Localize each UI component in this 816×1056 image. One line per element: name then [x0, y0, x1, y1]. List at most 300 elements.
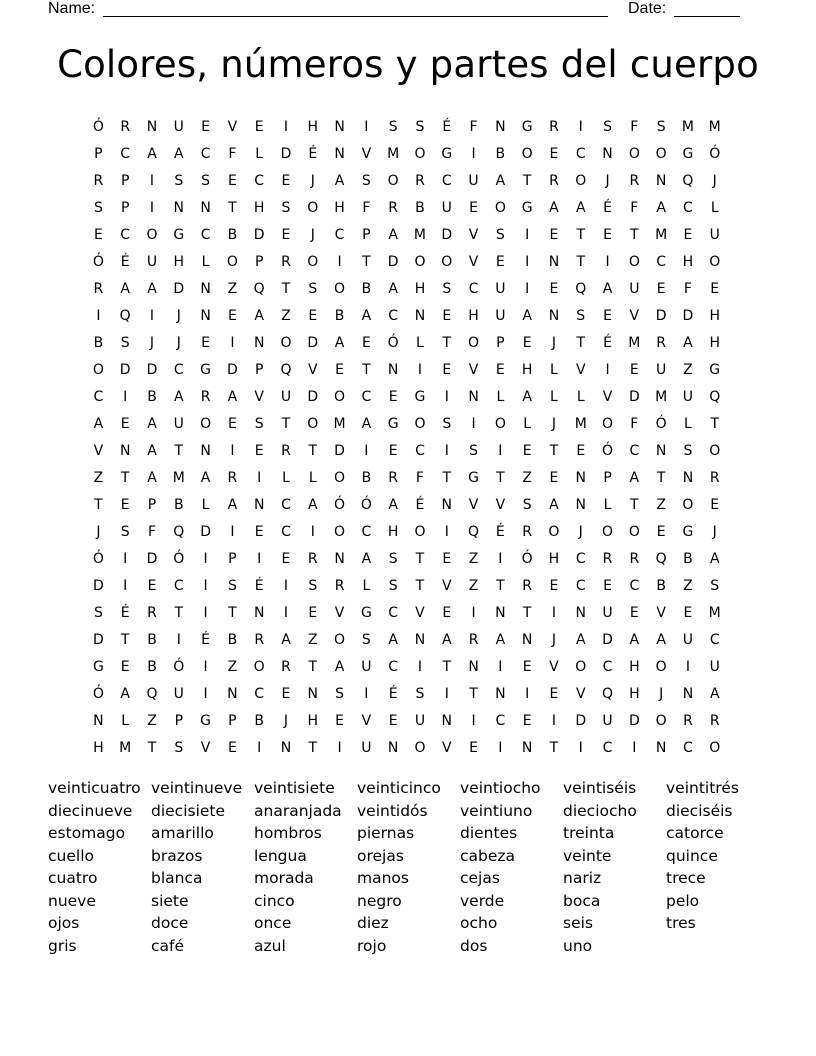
grid-letter: L	[308, 469, 317, 486]
grid-letter: E	[281, 172, 291, 189]
grid-letter: Z	[468, 577, 479, 594]
grid-letter: S	[710, 577, 720, 594]
grid-letter: G	[682, 145, 694, 162]
grid-letter: A	[522, 307, 532, 324]
grid-letter: E	[120, 658, 130, 675]
grid-letter: Ó	[92, 118, 104, 135]
grid-letter: T	[496, 577, 505, 594]
grid-letter: S	[281, 199, 291, 216]
grid-letter: C	[683, 199, 693, 216]
grid-letter: E	[254, 118, 264, 135]
grid-letter: L	[255, 145, 264, 162]
grid-letter: O	[334, 388, 346, 405]
grid-letter: I	[605, 361, 610, 378]
name-blank-line[interactable]	[103, 16, 608, 17]
grid-letter: S	[361, 172, 371, 189]
grid-letter: I	[471, 415, 476, 432]
grid-letter: N	[655, 172, 667, 189]
grid-letter: D	[682, 307, 694, 324]
grid-letter: O	[414, 415, 426, 432]
grid-letter: A	[147, 442, 157, 459]
word-list-item: diecinueve	[48, 801, 133, 820]
grid-letter: A	[147, 415, 157, 432]
grid-letter: H	[629, 658, 640, 675]
grid-letter: A	[388, 280, 398, 297]
grid-letter: L	[121, 712, 130, 729]
grid-letter: C	[281, 523, 291, 540]
grid-letter: C	[334, 226, 345, 243]
grid-letter: V	[575, 685, 586, 702]
grid-letter: N	[200, 442, 211, 459]
grid-letter: N	[548, 253, 560, 270]
grid-letter: F	[362, 199, 371, 216]
grid-letter: A	[388, 226, 398, 243]
grid-letter: L	[603, 496, 612, 513]
grid-letter: T	[442, 658, 452, 675]
grid-letter: I	[605, 253, 610, 270]
grid-letter: N	[280, 739, 292, 756]
grid-letter: Ó	[92, 685, 104, 702]
grid-letter: E	[227, 415, 237, 432]
grid-letter: L	[710, 199, 719, 216]
grid-letter: O	[628, 253, 640, 270]
grid-letter: S	[254, 415, 264, 432]
grid-letter: V	[361, 712, 372, 729]
word-list	[48, 779, 769, 959]
grid-letter: I	[551, 712, 557, 729]
grid-letter: M	[413, 226, 426, 243]
grid-letter: Q	[682, 172, 694, 189]
word-list-item: dientes	[460, 824, 518, 842]
grid-letter: P	[94, 145, 103, 162]
grid-letter: E	[629, 361, 639, 378]
grid-letter: Z	[307, 631, 318, 648]
grid-letter: J	[551, 334, 557, 351]
grid-letter: M	[708, 118, 721, 135]
grid-letter: N	[119, 442, 131, 459]
grid-letter: N	[521, 631, 533, 648]
grid-letter: E	[281, 550, 291, 567]
grid-letter: Ó	[602, 442, 614, 459]
grid-letter: E	[710, 496, 720, 513]
grid-letter: A	[495, 172, 506, 189]
grid-letter: B	[361, 469, 372, 486]
grid-letter: Q	[655, 550, 667, 567]
grid-letter: H	[334, 199, 345, 216]
grid-letter: S	[388, 577, 398, 594]
grid-letter: T	[656, 469, 666, 486]
word-list-item: azul	[254, 936, 286, 955]
grid-letter: S	[415, 685, 425, 702]
word-list-item: cuello	[48, 846, 94, 865]
grid-letter: U	[709, 226, 720, 243]
grid-letter: O	[709, 739, 721, 756]
grid-letter: E	[388, 388, 398, 405]
grid-letter: Q	[253, 280, 265, 297]
grid-letter: I	[337, 253, 342, 270]
grid-letter: G	[468, 469, 479, 486]
grid-letter: I	[123, 550, 128, 567]
grid-letter: U	[146, 253, 158, 270]
word-list-item: quince	[666, 846, 718, 865]
grid-letter: N	[414, 631, 426, 648]
grid-letter: B	[495, 145, 506, 162]
grid-letter: I	[498, 442, 503, 459]
grid-letter: C	[200, 226, 211, 243]
grid-letter: P	[120, 199, 130, 216]
grid-letter: I	[203, 550, 208, 567]
grid-letter: É	[603, 334, 612, 351]
grid-letter: L	[362, 577, 371, 594]
grid-letter: P	[228, 550, 237, 567]
grid-letter: O	[602, 415, 614, 432]
word-list-item: catorce	[666, 824, 724, 842]
grid-letter: D	[628, 388, 640, 405]
grid-letter: M	[628, 334, 641, 351]
grid-letter: P	[147, 496, 157, 513]
date-label: Date:	[628, 0, 667, 17]
grid-letter: U	[280, 388, 292, 405]
grid-letter: N	[548, 307, 560, 324]
grid-letter: Q	[602, 685, 614, 702]
word-list-item: pelo	[666, 891, 700, 910]
grid-letter: I	[176, 631, 181, 648]
grid-letter: I	[96, 307, 101, 324]
grid-letter: R	[522, 577, 533, 594]
grid-letter: D	[146, 550, 158, 567]
grid-letter: E	[549, 469, 559, 486]
grid-letter: C	[281, 496, 291, 513]
grid-letter: Q	[119, 307, 131, 324]
grid-letter: I	[203, 577, 208, 594]
grid-letter: N	[655, 442, 667, 459]
grid-letter: I	[310, 523, 315, 540]
grid-letter: Z	[656, 496, 666, 513]
grid-letter: E	[227, 739, 237, 756]
grid-letter: U	[173, 118, 184, 135]
grid-letter: S	[415, 118, 425, 135]
grid-letter: H	[709, 307, 720, 324]
grid-letter: E	[388, 442, 398, 459]
grid-letter: S	[388, 118, 398, 135]
word-list-item: trece	[666, 869, 706, 887]
grid-letter: C	[173, 361, 184, 378]
word-list-item: treinta	[563, 824, 615, 842]
grid-letter: E	[522, 658, 532, 675]
grid-letter: G	[709, 361, 721, 378]
grid-letter: O	[521, 145, 533, 162]
grid-letter: I	[203, 658, 208, 675]
word-list-item: veinticuatro	[48, 779, 141, 797]
grid-letter: V	[468, 226, 479, 243]
grid-letter: V	[495, 496, 506, 513]
grid-letter: Z	[227, 280, 238, 297]
grid-letter: Ó	[334, 496, 346, 513]
grid-letter: O	[334, 280, 346, 297]
grid-letter: N	[200, 307, 211, 324]
grid-letter: E	[576, 442, 586, 459]
word-list-item: dos	[460, 936, 488, 955]
grid-letter: C	[361, 388, 372, 405]
grid-letter: V	[468, 496, 479, 513]
grid-letter: S	[683, 442, 693, 459]
grid-letter: S	[227, 577, 237, 594]
word-list-item: diez	[357, 914, 389, 932]
grid-letter: B	[415, 199, 425, 216]
grid-letter: V	[200, 739, 211, 756]
grid-letter: N	[200, 280, 211, 297]
grid-letter: R	[334, 577, 345, 594]
grid-letter: E	[335, 712, 344, 729]
grid-letter: A	[709, 685, 720, 702]
grid-letter: I	[203, 685, 208, 702]
grid-letter: E	[522, 334, 532, 351]
grid-letter: R	[709, 712, 720, 729]
grid-letter: J	[176, 307, 181, 324]
grid-letter: E	[469, 199, 478, 216]
grid-letter: C	[629, 577, 640, 594]
grid-letter: A	[388, 631, 398, 648]
grid-letter: N	[468, 658, 479, 675]
grid-letter: M	[119, 739, 132, 756]
word-list-item: orejas	[357, 846, 404, 865]
grid-letter: L	[523, 415, 532, 432]
grid-letter: E	[120, 496, 130, 513]
grid-letter: D	[173, 280, 185, 297]
grid-letter: N	[495, 118, 506, 135]
grid-letter: A	[549, 199, 559, 216]
grid-letter: J	[578, 523, 583, 540]
grid-letter: S	[174, 172, 184, 189]
grid-letter: F	[630, 415, 639, 432]
grid-letter: V	[468, 361, 479, 378]
grid-letter: A	[254, 307, 264, 324]
grid-letter: J	[310, 226, 315, 243]
grid-letter: B	[227, 226, 238, 243]
grid-letter: U	[602, 604, 613, 621]
grid-letter: T	[362, 361, 371, 378]
grid-letter: D	[307, 388, 319, 405]
grid-letter: A	[120, 685, 130, 702]
grid-letter: Q	[146, 685, 158, 702]
grid-letter: E	[442, 604, 452, 621]
grid-letter: É	[308, 145, 318, 162]
grid-letter: Z	[468, 550, 479, 567]
grid-letter: A	[147, 280, 157, 297]
grid-letter: N	[387, 361, 399, 378]
grid-letter: A	[361, 550, 372, 567]
grid-letter: G	[521, 199, 533, 216]
grid-letter: I	[283, 118, 289, 135]
grid-letter: O	[494, 199, 506, 216]
grid-letter: B	[683, 550, 693, 567]
grid-letter: B	[147, 631, 157, 648]
grid-letter: C	[388, 604, 399, 621]
grid-letter: G	[200, 361, 212, 378]
grid-letter: B	[173, 496, 184, 513]
grid-letter: I	[257, 739, 262, 756]
grid-letter: V	[441, 739, 452, 756]
grid-letter: H	[93, 739, 104, 756]
grid-letter: E	[683, 604, 693, 621]
grid-letter: Ó	[92, 253, 104, 270]
grid-letter: E	[629, 604, 639, 621]
grid-letter: U	[656, 361, 667, 378]
word-list-item: nueve	[48, 891, 96, 910]
grid-letter: S	[93, 604, 103, 621]
grid-letter: E	[147, 577, 157, 594]
grid-letter: O	[682, 496, 694, 513]
grid-letter: E	[281, 226, 291, 243]
word-list-item: manos	[357, 869, 409, 887]
grid-letter: C	[200, 145, 211, 162]
grid-letter: M	[655, 226, 668, 243]
grid-letter: A	[334, 658, 345, 675]
grid-letter: E	[522, 712, 532, 729]
grid-letter: S	[308, 280, 318, 297]
grid-letter: E	[120, 415, 130, 432]
grid-letter: É	[120, 604, 130, 621]
grid-letter: A	[629, 469, 640, 486]
grid-letter: P	[120, 172, 130, 189]
word-list-item: veintidós	[357, 801, 428, 820]
word-list-item: rojo	[357, 936, 387, 955]
grid-letter: N	[495, 685, 506, 702]
grid-letter: A	[174, 145, 184, 162]
grid-letter: I	[471, 712, 476, 729]
grid-letter: R	[629, 550, 640, 567]
grid-letter: N	[414, 307, 426, 324]
grid-letter: T	[576, 253, 586, 270]
grid-letter: T	[308, 658, 318, 675]
grid-letter: N	[682, 685, 694, 702]
grid-letter: S	[469, 442, 478, 459]
grid-letter: G	[682, 523, 694, 540]
grid-letter: I	[498, 550, 503, 567]
grid-letter: V	[227, 118, 238, 135]
grid-letter: Ó	[709, 145, 721, 162]
grid-letter: T	[576, 226, 586, 243]
grid-letter: B	[93, 334, 104, 351]
grid-letter: C	[629, 442, 640, 459]
grid-letter: L	[496, 388, 505, 405]
grid-letter: Ó	[521, 550, 533, 567]
grid-letter: O	[226, 253, 238, 270]
word-list-item: negro	[357, 891, 402, 910]
grid-letter: I	[230, 442, 235, 459]
grid-letter: E	[549, 226, 559, 243]
grid-letter: O	[548, 523, 560, 540]
grid-letter: N	[682, 469, 694, 486]
grid-letter: A	[709, 550, 720, 567]
grid-letter: O	[146, 226, 158, 243]
grid-letter: C	[254, 685, 265, 702]
grid-letter: V	[334, 604, 345, 621]
grid-letter: L	[550, 388, 558, 405]
grid-letter: Ó	[360, 496, 372, 513]
grid-letter: T	[496, 469, 505, 486]
grid-letter: R	[602, 550, 613, 567]
grid-letter: R	[281, 658, 291, 675]
grid-letter: C	[361, 523, 372, 540]
grid-letter: O	[414, 145, 426, 162]
word-list-item: veintinueve	[151, 779, 243, 797]
grid-letter: D	[334, 442, 345, 459]
grid-letter: É	[201, 631, 211, 648]
grid-letter: I	[525, 280, 530, 297]
grid-letter: J	[149, 334, 155, 351]
grid-letter: Q	[709, 388, 721, 405]
grid-letter: C	[120, 145, 131, 162]
grid-letter: Q	[468, 523, 480, 540]
word-list-item: boca	[563, 891, 601, 910]
page-title: Colores, números y partes del cuerpo	[57, 43, 759, 86]
grid-letter: M	[681, 118, 694, 135]
grid-letter: T	[147, 739, 157, 756]
grid-letter: O	[334, 469, 346, 486]
word-list-item: dieciocho	[563, 801, 637, 820]
grid-letter: B	[334, 307, 345, 324]
grid-letter: E	[656, 523, 666, 540]
grid-letter: É	[415, 496, 425, 513]
grid-letter: T	[630, 226, 639, 243]
grid-letter: T	[120, 469, 130, 486]
word-list-item: veintisiete	[254, 779, 335, 797]
grid-letter: R	[388, 199, 399, 216]
grid-letter: A	[200, 469, 211, 486]
grid-letter: I	[230, 523, 235, 540]
grid-letter: C	[388, 658, 399, 675]
grid-letter: U	[441, 199, 452, 216]
grid-letter: S	[93, 199, 103, 216]
grid-letter: A	[120, 280, 130, 297]
grid-letter: O	[602, 523, 614, 540]
grid-letter: T	[522, 604, 532, 621]
grid-letter: G	[441, 145, 453, 162]
grid-letter: D	[146, 361, 158, 378]
grid-letter: Z	[281, 307, 291, 324]
grid-letter: E	[201, 334, 211, 351]
grid-letter: N	[468, 388, 479, 405]
grid-letter: T	[710, 415, 719, 432]
grid-letter: D	[200, 523, 211, 540]
grid-letter: P	[254, 361, 264, 378]
grid-letter: A	[227, 496, 238, 513]
grid-letter: D	[307, 334, 319, 351]
grid-letter: H	[468, 307, 479, 324]
grid-letter: F	[415, 469, 424, 486]
grid-letter: P	[228, 712, 237, 729]
word-list-item: blanca	[151, 869, 203, 887]
grid-letter: O	[575, 172, 587, 189]
grid-letter: I	[283, 577, 289, 594]
grid-letter: S	[442, 415, 452, 432]
grid-letter: N	[387, 739, 399, 756]
grid-letter: É	[442, 118, 452, 135]
grid-letter: Z	[683, 361, 693, 378]
grid-letter: H	[173, 253, 185, 270]
header	[48, 0, 740, 20]
grid-letter: V	[415, 604, 425, 621]
grid-letter: C	[575, 577, 586, 594]
grid-letter: R	[227, 469, 238, 486]
grid-letter: N	[307, 685, 319, 702]
word-list-item: cuatro	[48, 869, 98, 887]
grid-letter: V	[549, 658, 559, 675]
date-blank-line[interactable]	[674, 16, 740, 17]
grid-letter: D	[93, 631, 104, 648]
grid-letter: E	[549, 145, 559, 162]
